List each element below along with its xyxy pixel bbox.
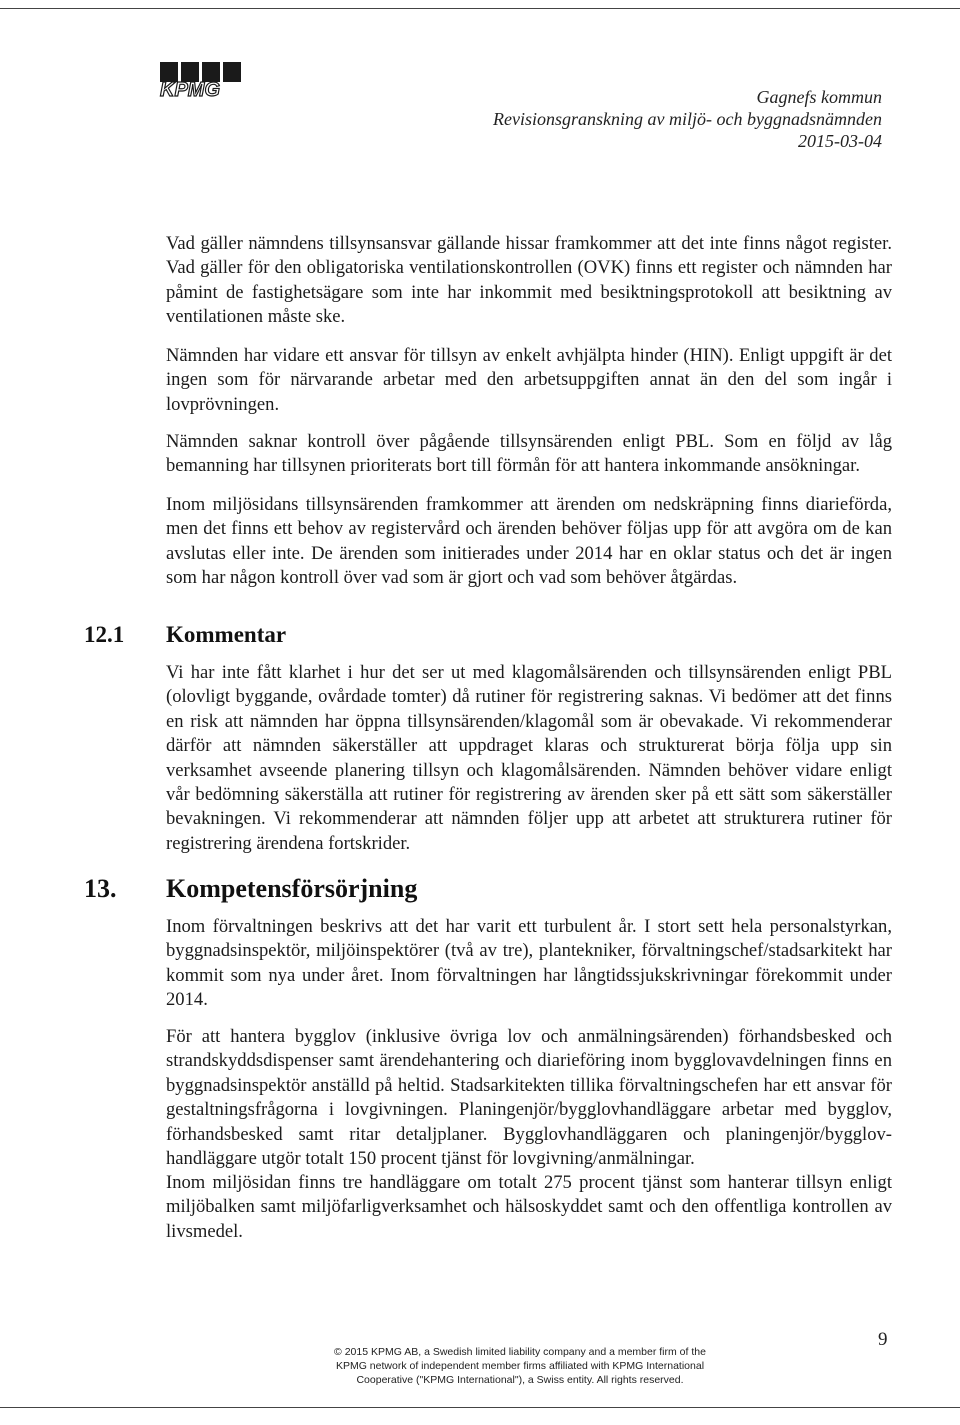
header-date: 2015-03-04 — [798, 131, 882, 151]
page-number: 9 — [878, 1329, 888, 1350]
paragraph-miljosidan — [166, 1171, 892, 1244]
paragraph-text: Nämnden har vidare ett ansvar för tillsyn av enkelt avhjälpta hinder (HIN). Enligt uppgift är det ingen som för närvarande arbetar med den arbetsuppgiften annat än den del som ingår i lovprövningen. — [166, 345, 892, 415]
paragraph-hin — [166, 344, 892, 417]
copyright-footer — [270, 1345, 770, 1387]
paragraph-text: För att hantera bygglov (inklusive övriga lov och anmälningsärenden) förhandsbesked och strandskyddsdispenser samt ärendehantering och diarieföring inom bygglovavdelningen finns en byggnadsinspektör anställd på heltid. Stadsarkitekten tillika förvaltningschefen har ett ansvar för gestaltningsfrågorna i lovgivningen. Planingenjör/bygglovhandläggare arbetar med bygglov, förhandsbesked samt ritar detaljplaner. Bygglovhandläggaren och planingenjör/bygglov-handläggare utgör totalt 150 procent tjänst för lovgivning/anmälningar. — [166, 1026, 892, 1170]
paragraph-bygglov — [166, 1025, 892, 1171]
section-number: 12.1 — [84, 622, 125, 647]
footer-line: Cooperative ("KPMG International"), a Swiss entity. All rights reserved. — [356, 1374, 684, 1386]
paragraph-text: Inom miljösidan finns tre handläggare om totalt 275 procent tjänst som hanterar tillsyn enligt miljöbalken samt miljöfarligverksamhet och hälsoskyddet samt och den offentliga kontrollen av livsmedel. — [166, 1172, 892, 1242]
header-organization: Gagnefs kommun — [756, 87, 882, 107]
paragraph-text: Nämnden saknar kontroll över pågående tillsynsärenden enligt PBL. Som en följd av låg bemanning har tillsynen prioriterats bort till förmån för att hantera inkommande ansökningar. — [166, 431, 892, 477]
bottom-divider — [0, 1407, 960, 1408]
section-number: 13. — [84, 874, 117, 903]
footer-line: KPMG network of independent member firms affiliated with KPMG International — [335, 1360, 705, 1372]
paragraph-text: Vi har inte fått klarhet i hur det ser ut med klagomålsärenden och tillsynsärenden enligt PBL (olovligt byggande, ovårdade tomter) då rutiner för registrering saknas. Vi bedömer att det finns en risk att nämnden har öppna tillsynsärenden/klagomål som är obevakade. Vi rekommenderar därför att nämnden säkerställer att uppdraget klaras och strukturerat börja följa upp sin verksamhet avseende planering tillsyn och klagomålsärenden. Nämnden behöver vidare enligt vår bedömning säkerställa att rutiner för registrering av ärenden sker på ett sätt som säkerställer bevakningen. Vi rekommenderar att nämnden följer upp att arbetet att strukturera rutiner för registrering ärendena fortskrider. — [166, 662, 892, 854]
paragraph-pbl — [166, 430, 892, 479]
section-title: Kommentar — [166, 622, 287, 647]
kpmg-logo-icon — [158, 62, 244, 100]
section-title: Kompetensförsörjning — [166, 874, 418, 903]
top-divider — [0, 8, 960, 9]
page-header — [493, 86, 882, 152]
logo-text: KPMG — [160, 79, 220, 100]
kpmg-logo — [158, 62, 244, 100]
paragraph-kommentar — [166, 661, 892, 856]
paragraph-miljo — [166, 493, 892, 591]
paragraph-text: Inom miljösidans tillsynsärenden framkommer att ärenden om nedskräpning finns diarieförda, men det finns ett behov av registervård och ärenden behöver följas upp för att avgöra om de kan avslutas eller inte. De ärenden som initierades under 2014 har en oklar status och det är ingen som har någon kontroll över vad som är gjort och vad som behöver åtgärdas. — [166, 494, 892, 589]
header-report-title: Revisionsgranskning av miljö- och byggnadsnämnden — [493, 109, 882, 129]
paragraph-text: Vad gäller nämndens tillsynsansvar gällande hissar framkommer att det inte finns något register. Vad gäller för den obligatoriska ventilationskontrollen (OVK) finns ett register och nämnden har påmint de fastighetsägare som inte har inkommit med besiktningsprotokoll att besiktning av ventilationen måste ske. — [166, 233, 892, 328]
paragraph-text: Inom förvaltningen beskrivs att det har varit ett turbulent år. I stort sett hela personalstyrkan, byggnadsinspektör, miljöinspektörer (två av tre), plantekniker, förvaltningschef/stadsarkitekt har kommit som nya under året. Inom förvaltningen har långtidssjukskrivningar förekommit under 2014. — [166, 916, 892, 1011]
footer-line: © 2015 KPMG AB, a Swedish limited liability company and a member firm of the — [334, 1346, 706, 1358]
paragraph-personal — [166, 915, 892, 1013]
paragraph-ovk — [166, 232, 892, 330]
